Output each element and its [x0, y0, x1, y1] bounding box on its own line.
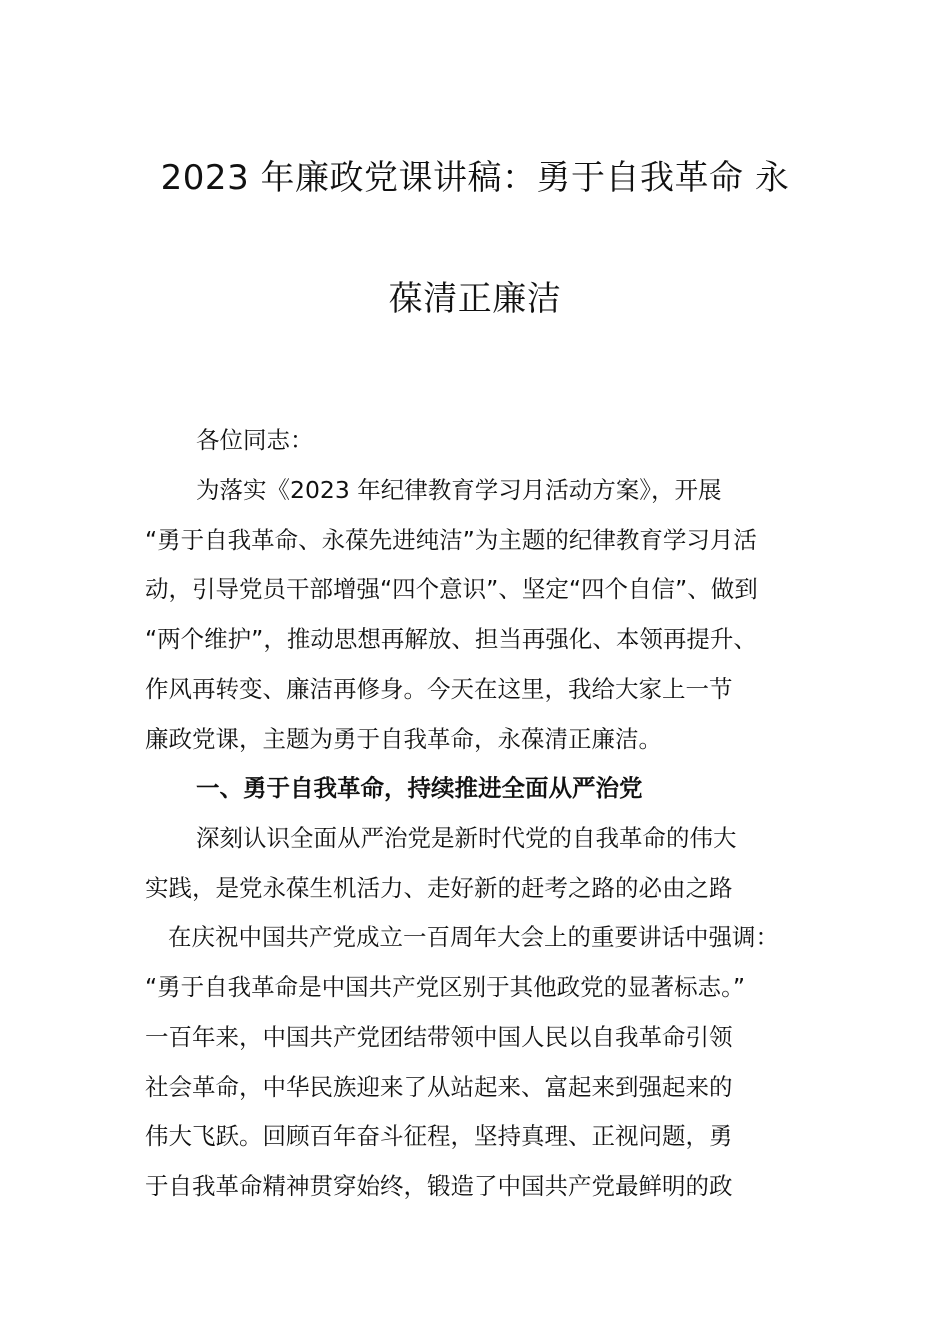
paragraph-line: 廉政党课，主题为勇于自我革命，永葆清正廉洁。 — [145, 725, 662, 753]
paragraph-line: 于自我革命精神贯穿始终，锻造了中国共产党最鲜明的政 — [145, 1172, 733, 1200]
paragraph-line: 作风再转变、廉洁再修身。今天在这里，我给大家上一节 — [145, 675, 733, 703]
paragraph-line: “勇于自我革命、永葆先进纯洁”为主题的纪律教育学习月活 — [145, 526, 757, 554]
title-line-2: 葆清正廉洁 — [388, 279, 562, 319]
paragraph-line: 动，引导党员干部增强“四个意识”、坚定“四个自信”、做到 — [145, 575, 758, 603]
paragraph-line: 实践，是党永葆生机活力、走好新的赶考之路的必由之路 — [145, 874, 733, 902]
paragraph-line: 为落实《2023 年纪律教育学习月活动方案》，开展 — [196, 476, 722, 504]
paragraph-line: “勇于自我革命是中国共产党区别于其他政党的显著标志。” — [145, 973, 746, 1001]
paragraph-line: 社会革命，中华民族迎来了从站起来、富起来到强起来的 — [145, 1073, 733, 1101]
section-heading: 一、勇于自我革命，持续推进全面从严治党 — [196, 774, 643, 802]
paragraph-line: 伟大飞跃。回顾百年奋斗征程，坚持真理、正视问题，勇 — [145, 1122, 733, 1150]
paragraph-line: 一百年来，中国共产党团结带领中国人民以自我革命引领 — [145, 1023, 733, 1051]
paragraph-line: 在庆祝中国共产党成立一百周年大会上的重要讲话中强调： — [168, 923, 779, 951]
salutation: 各位同志： — [196, 426, 314, 454]
title-line-1: 2023 年廉政党课讲稿：勇于自我革命 永 — [160, 158, 790, 198]
paragraph-line: “两个维护”，推动思想再解放、担当再强化、本领再提升、 — [145, 625, 757, 653]
paragraph-line: 深刻认识全面从严治党是新时代党的自我革命的伟大 — [196, 824, 737, 852]
